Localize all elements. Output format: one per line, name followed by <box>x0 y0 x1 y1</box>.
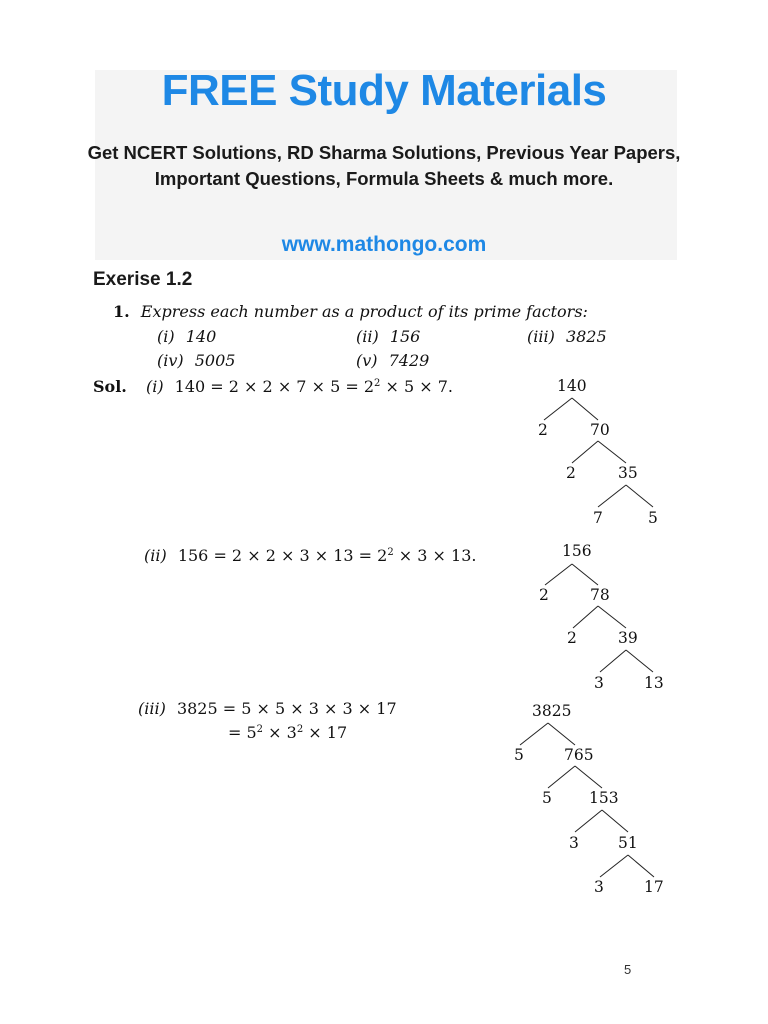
solution-part-ii: (ii) $156 = 2 \times 2 \times 3 \times 13 = 2^2 \times 3 \times 13$. <box>144 546 477 565</box>
page-number: 5 <box>624 962 632 977</box>
solution-part-iii-line-2: = $5^2 \times 3^2 \times 17$ <box>228 723 348 742</box>
solution-part-iii-line-1: (iii) 3825 = 5 × 5 × 3 × 3 × 17 <box>138 699 397 718</box>
tree-node: 78 <box>590 586 610 604</box>
banner-subtitle-line-1: Get NCERT Solutions, RD Sharma Solutions, Previous Year Papers, <box>87 142 681 163</box>
tree-node: 13 <box>644 674 664 692</box>
tree-node: 2 <box>539 586 549 604</box>
solution-part-i: Sol. (i) $140 = 2 \times 2 \times 7 \times 5 = 2^2 \times 5 \times 7$. <box>93 377 453 396</box>
tree-node: 7 <box>593 509 603 527</box>
exercise-heading: Exerise 1.2 <box>93 269 193 290</box>
tree-node: 51 <box>618 834 638 852</box>
question-number: 1. <box>113 302 130 321</box>
tree-node: 2 <box>538 421 548 439</box>
question-part-iv: (iv) 5005 <box>157 351 236 370</box>
tree-node: 140 <box>557 377 587 395</box>
question-part-i: (i) 140 <box>157 327 217 346</box>
tree-node: 5 <box>514 746 524 764</box>
tree-node: 70 <box>590 421 610 439</box>
banner-subtitle-line-2: Important Questions, Formula Sheets & much more. <box>154 168 614 189</box>
tree-node: 35 <box>618 464 638 482</box>
tree-node: 3 <box>569 834 579 852</box>
tree-node: 3825 <box>532 702 572 720</box>
tree-node: 5 <box>648 509 658 527</box>
tree-node: 3 <box>594 878 604 896</box>
tree-node: 156 <box>562 542 592 560</box>
question-part-v: (v) 7429 <box>356 351 430 370</box>
banner-title: FREE Study Materials <box>161 66 607 115</box>
tree-node: 153 <box>589 789 619 807</box>
question-part-ii: (ii) 156 <box>356 327 421 346</box>
tree-node: 2 <box>566 464 576 482</box>
sol-label: Sol. <box>93 377 127 396</box>
tree-node: 17 <box>644 878 664 896</box>
tree-node: 3 <box>594 674 604 692</box>
tree-node: 5 <box>542 789 552 807</box>
banner-url-link[interactable]: www.mathongo.com <box>281 233 487 256</box>
question-text: Express each number as a product of its prime factors: <box>140 302 588 321</box>
tree-node: 765 <box>564 746 594 764</box>
tree-node: 2 <box>567 629 577 647</box>
question-part-iii: (iii) 3825 <box>527 327 607 346</box>
tree-node: 39 <box>618 629 638 647</box>
